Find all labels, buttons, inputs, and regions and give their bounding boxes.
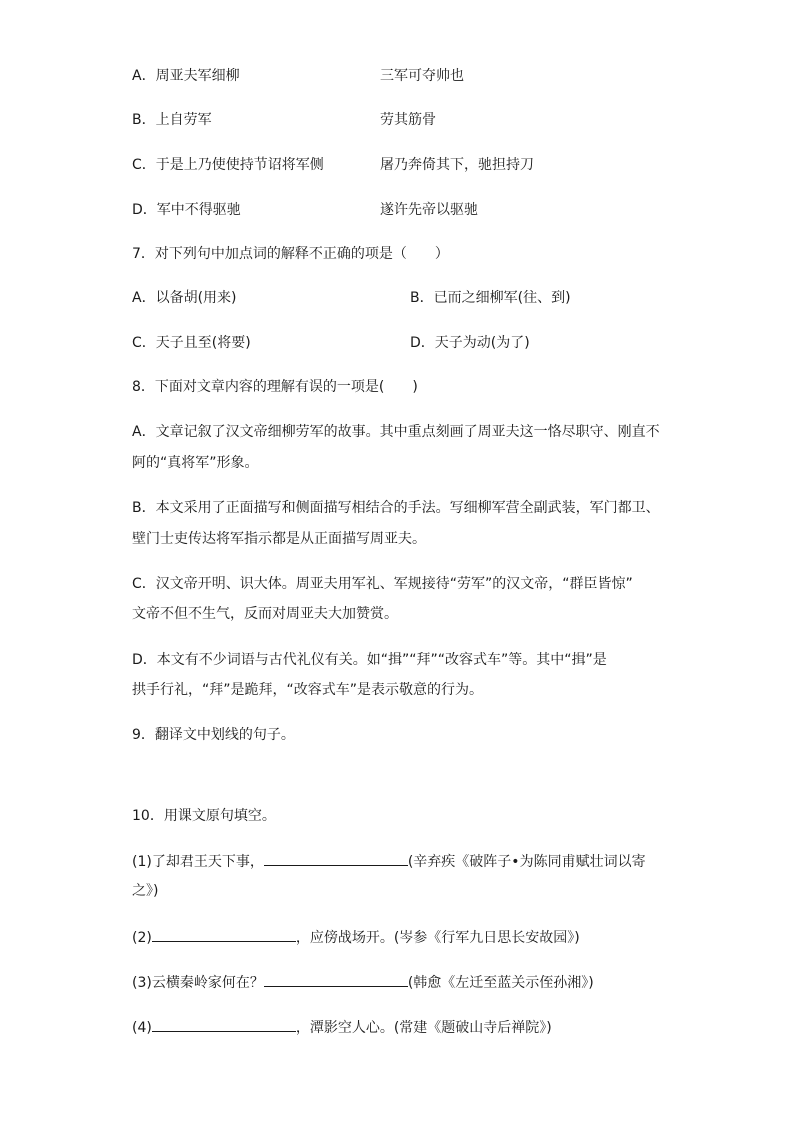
- q7-option-c: C．天子且至(将要): [132, 335, 251, 351]
- q10-item-2-blank[interactable]: [152, 926, 296, 942]
- q10-item-2-suffix: ，应傍战场开。(岑参《行军九日思长安故园》): [295, 930, 580, 946]
- q8-option-d-line2: 拱手行礼，“拜”是跪拜，“改容式车”是表示敬意的行为。: [132, 682, 484, 698]
- q10-item-2: [132, 926, 580, 948]
- q10-item-3-blank[interactable]: [264, 971, 408, 987]
- q10-item-4-prefix: (4): [132, 1020, 152, 1036]
- q6-option-a-right: 三军可夺帅也: [380, 68, 464, 84]
- q10-item-4-blank[interactable]: [152, 1016, 296, 1032]
- q6-option-b-left: B．上自劳军: [132, 112, 212, 128]
- q8-option-c-line2: 文帝不但不生气，反而对周亚夫大加赞赏。: [132, 606, 398, 622]
- q10-item-3-suffix: (韩愈《左迁至蓝关示侄孙湘》): [407, 975, 594, 991]
- q6-option-c-left: C．于是上乃使使持节诏将军侧: [132, 157, 324, 173]
- q9-stem: 9．翻译文中划线的句子。: [132, 727, 295, 743]
- q6-option-d-right: 遂许先帝以驱驰: [380, 202, 478, 218]
- q10-item-1-prefix: (1)了却君王天下事，: [132, 854, 264, 870]
- q10-item-3: [132, 971, 594, 993]
- q7-stem: 7．对下列句中加点词的解释不正确的项是（ ）: [132, 246, 449, 262]
- q8-option-d-line1: D．本文有不少词语与古代礼仪有关。如“揖”“拜”“改容式车”等。其中“揖”是: [132, 652, 607, 668]
- q8-option-a-line2: 阿的“真将军”形象。: [132, 455, 259, 471]
- q8-stem: 8．下面对文章内容的理解有误的一项是( ): [132, 379, 418, 395]
- q10-item-3-prefix: (3)云横秦岭家何在？: [132, 975, 264, 991]
- q7-option-d: D．天子为动(为了): [410, 335, 530, 351]
- q8-option-b-line1: B．本文采用了正面描写和侧面描写相结合的手法。写细柳军营全副武装，军门都卫、: [132, 500, 660, 516]
- q10-item-1-blank[interactable]: [264, 850, 408, 866]
- q10-item-4: [132, 1016, 552, 1038]
- q6-option-c-right: 屠乃奔倚其下，驰担持刀: [380, 157, 534, 173]
- q10-item-1-continuation: 之》): [132, 883, 159, 899]
- q10-item-4-suffix: ，潭影空人心。(常建《题破山寺后禅院》): [295, 1020, 552, 1036]
- q10-stem: 10．用课文原句填空。: [132, 808, 276, 824]
- q10-item-1: [132, 850, 646, 872]
- q10-item-2-prefix: (2): [132, 930, 152, 946]
- q7-option-b: B．已而之细柳军(往、到): [410, 290, 571, 306]
- q8-option-a-line1: A．文章记叙了汉文帝细柳劳军的故事。其中重点刻画了周亚夫这一恪尽职守、刚直不: [132, 424, 660, 440]
- q7-option-a: A．以备胡(用来): [132, 290, 237, 306]
- q6-option-b-right: 劳其筋骨: [380, 112, 436, 128]
- q6-option-d-left: D．军中不得驱驰: [132, 202, 241, 218]
- q8-option-c-line1: C．汉文帝开明、识大体。周亚夫用军礼、军规接待“劳军”的汉文帝，“群臣皆惊”: [132, 576, 633, 592]
- q8-option-b-line2: 壁门士吏传达将军指示都是从正面描写周亚夫。: [132, 531, 426, 547]
- q6-option-a-left: A．周亚夫军细柳: [132, 68, 240, 84]
- q10-item-1-suffix: (辛弃疾《破阵子•为陈同甫赋壮词以寄: [407, 854, 646, 870]
